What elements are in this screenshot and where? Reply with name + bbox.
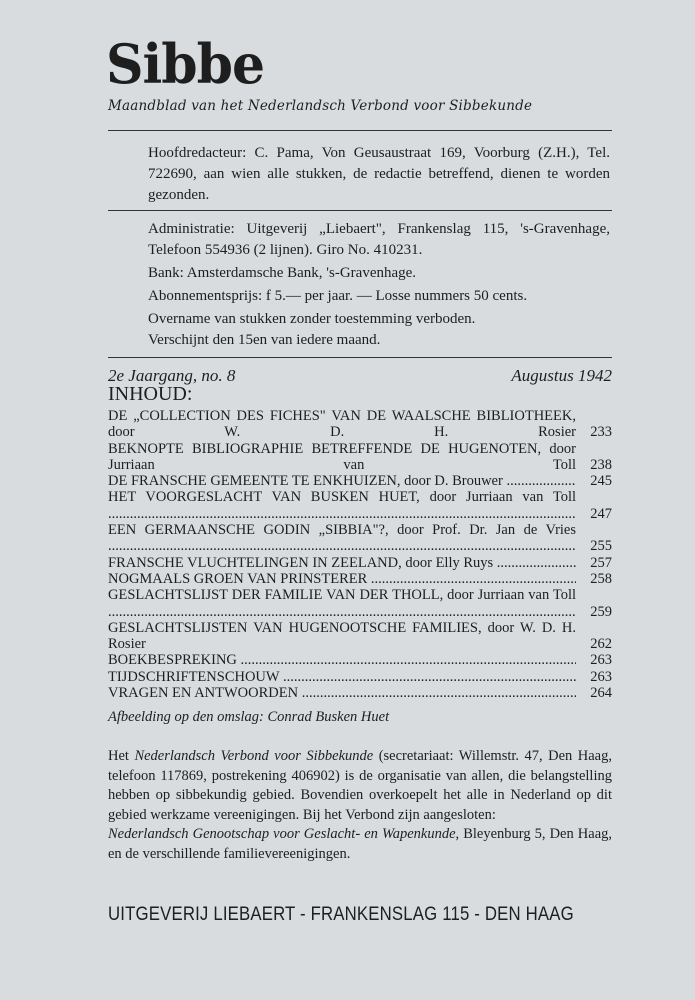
toc-entry-title: BEKNOPTE BIBLIOGRAPHIE BETREFFENDE DE HUGENOTEN, door Jurriaan van Toll ..... bbox=[108, 441, 576, 474]
toc-entry-title: HET VOORGESLACHT VAN BUSKEN HUET, door Jurriaan van Toll ..... bbox=[108, 489, 576, 522]
about-paragraph bbox=[108, 747, 612, 864]
toc-entry bbox=[108, 587, 612, 620]
toc-entry bbox=[108, 473, 612, 489]
toc-entry bbox=[108, 669, 612, 685]
frequency-line: Verschijnt den 15en van iedere maand. bbox=[148, 332, 381, 348]
toc-entry-page: 257 bbox=[590, 554, 612, 571]
toc-entry-page: 255 bbox=[590, 538, 612, 555]
divider bbox=[108, 357, 612, 358]
toc-entry-title: NOGMAALS GROEN VAN PRINSTERER ..... bbox=[108, 571, 576, 587]
toc-entry-page: 233 bbox=[590, 424, 612, 441]
editor-info: Hoofdredacteur: C. Pama, Von Geusaustraat 169, Voorburg (Z.H.), Tel. 722690, aan wien alle stukken, de redactie betreffend, dienen te worden gezonden. bbox=[148, 145, 610, 203]
toc-entry-page: 263 bbox=[590, 652, 612, 669]
toc-entry bbox=[108, 571, 612, 587]
toc-entry-page: 247 bbox=[590, 505, 612, 522]
publisher-footer: UITGEVERIJ LIEBAERT - FRANKENSLAG 115 - DEN HAAG bbox=[108, 903, 574, 925]
issue-date: Augustus 1942 bbox=[511, 366, 612, 385]
toc-entry-title: VRAGEN EN ANTWOORDEN ..... bbox=[108, 685, 576, 701]
toc-entry bbox=[108, 685, 612, 701]
cover-note: Afbeelding op den omslag: Conrad Busken Huet bbox=[108, 709, 390, 725]
divider bbox=[108, 210, 612, 211]
toc-entry-page: 264 bbox=[590, 685, 612, 702]
bank-line: Bank: Amsterdamsche Bank, 's-Gravenhage. bbox=[148, 265, 417, 281]
toc-entry bbox=[108, 522, 612, 555]
toc-entry-title: GESLACHTSLIJSTEN VAN HUGENOOTSCHE FAMILIES, door W. D. H. Rosier ..... bbox=[108, 620, 576, 653]
toc-entry-title: EEN GERMAANSCHE GODIN „SIBBIA"?, door Prof. Dr. Jan de Vries ..... bbox=[108, 522, 576, 555]
admin-line: Administratie: Uitgeverij „Liebaert", Frankenslag 115, 's-Gravenhage, Telefoon 554936 (2 lijnen). Giro No. 410231. bbox=[148, 221, 610, 258]
masthead-logo: Sibbe bbox=[106, 32, 265, 97]
toc-entry bbox=[108, 408, 612, 441]
toc-entry-title: FRANSCHE VLUCHTELINGEN IN ZEELAND, door Elly Ruys ..... bbox=[108, 555, 576, 571]
about-text: (secretariaat: Willemstr. 47, Den Haag, telefoon 117869, postrekening 406902) is de organisatie van allen, die belangstelling hebben op sibbekundig gebied. Bovendien overkoepelt het alle in Nederland op dit gebied werkzame vereenigingen. Bij het Verbond zijn aangesloten: bbox=[108, 748, 612, 823]
toc-entry-title: BOEKBESPREKING ..... bbox=[108, 652, 576, 668]
toc-entry-page: 245 bbox=[590, 473, 612, 490]
toc-entry-title: DE „COLLECTION DES FICHES" VAN DE WAALSCHE BIBLIOTHEEK, door W. D. H. Rosier ..... bbox=[108, 408, 576, 441]
toc-entry-title: TIJDSCHRIFTENSCHOUW ..... bbox=[108, 669, 576, 685]
divider bbox=[108, 130, 612, 131]
about-text: Het bbox=[108, 748, 135, 764]
toc-entry bbox=[108, 489, 612, 522]
toc-entry-page: 263 bbox=[590, 668, 612, 685]
toc-entry bbox=[108, 620, 612, 653]
administration-info bbox=[148, 219, 610, 353]
toc-entry-page: 259 bbox=[590, 603, 612, 620]
toc-entry bbox=[108, 555, 612, 571]
masthead-subtitle: Maandblad van het Nederlandsch Verbond voor Sibbekunde bbox=[108, 98, 533, 114]
table-of-contents bbox=[108, 408, 612, 701]
issue-volume: 2e Jaargang, no. 8 bbox=[108, 366, 236, 385]
copyright-line: Overname van stukken zonder toestemming verboden. bbox=[148, 311, 476, 327]
toc-entry-title: DE FRANSCHE GEMEENTE TE ENKHUIZEN, door D. Brouwer ..... bbox=[108, 473, 576, 489]
toc-entry-page: 258 bbox=[590, 570, 612, 587]
toc-entry-page: 238 bbox=[590, 456, 612, 473]
toc-entry bbox=[108, 652, 612, 668]
price-line: Abonnementsprijs: f 5.— per jaar. — Losse nummers 50 cents. bbox=[148, 288, 528, 304]
toc-entry bbox=[108, 441, 612, 474]
about-text: , Bleyenburg 5, Den Haag, en de verschillende familievereenigingen. bbox=[108, 826, 613, 862]
toc-entry-page: 262 bbox=[590, 636, 612, 653]
about-org-name: Nederlandsch Verbond voor Sibbekunde bbox=[134, 748, 374, 764]
about-society-name: Nederlandsch Genootschap voor Geslacht- en Wapenkunde bbox=[108, 826, 456, 842]
toc-entry-title: GESLACHTSLIJST DER FAMILIE VAN DER THOLL, door Jurriaan van Toll ..... bbox=[108, 587, 576, 620]
toc-heading: INHOUD: bbox=[108, 383, 193, 405]
